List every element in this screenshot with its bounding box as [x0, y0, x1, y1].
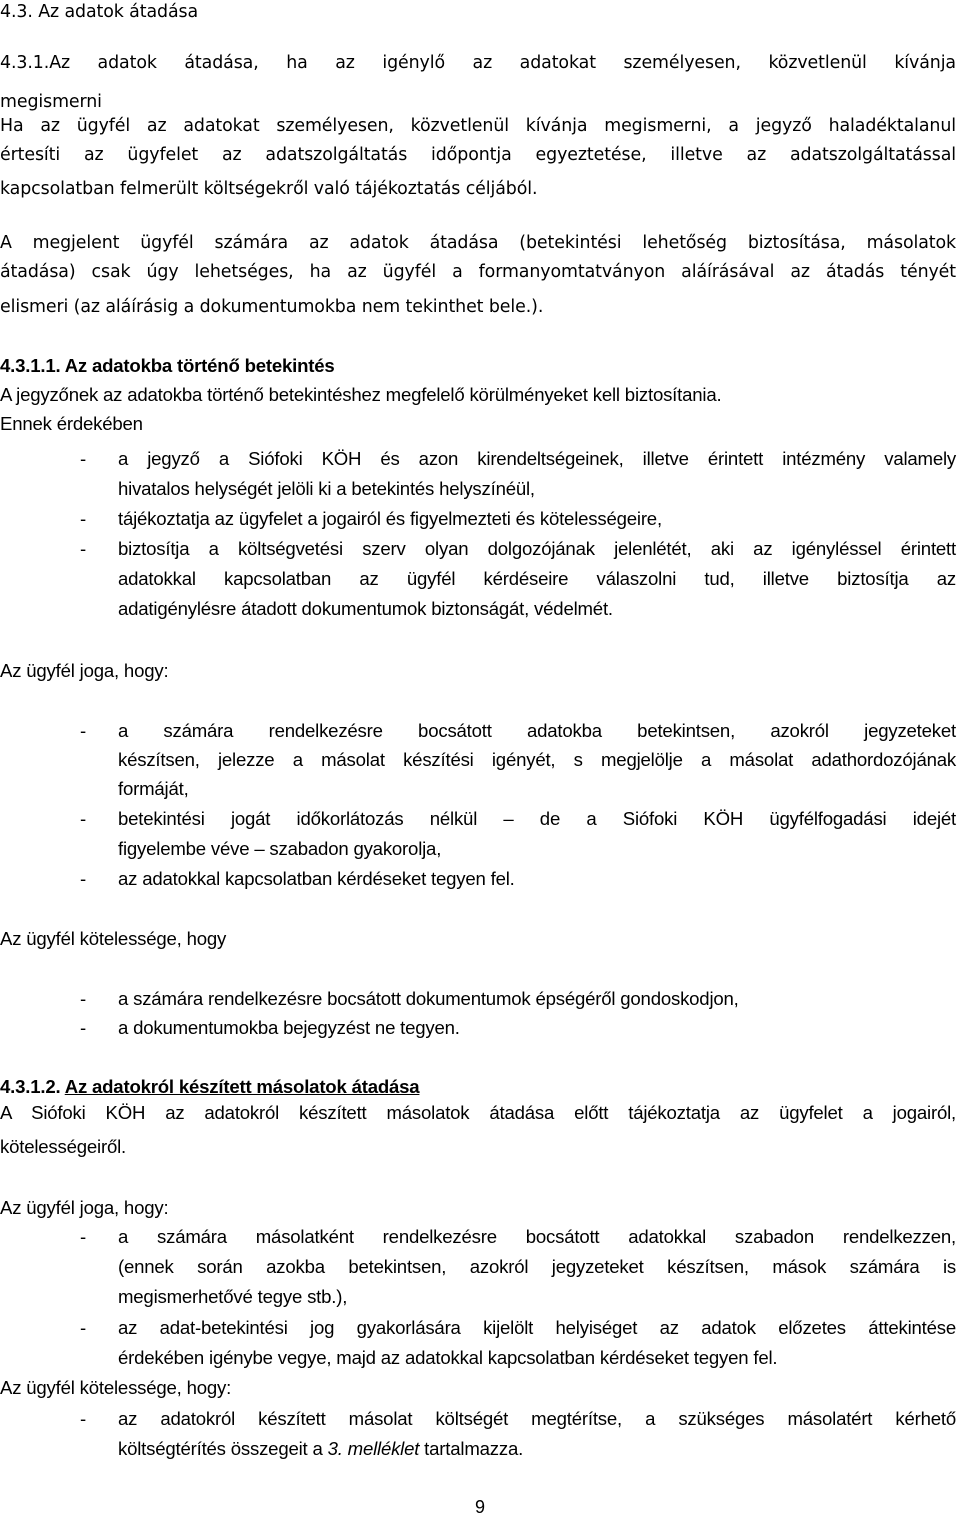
subsection-heading-4-3-1: 4.3.1.Az adatok átadása, ha az igénylő az adatokat személyesen, közvetlenül kívánja — [0, 53, 956, 73]
list-item: formáját, — [118, 778, 189, 799]
bullet-marker: - — [80, 1317, 86, 1338]
list-item: az adatokkal kapcsolatban kérdéseket tegyen fel. — [118, 868, 515, 889]
list-item: adatigénylésre átadott dokumentumok biztonságát, védelmét. — [118, 598, 613, 619]
list-item: hivatalos helységét jelöli ki a betekintés helyszínéül, — [118, 478, 535, 499]
list-item: figyelembe véve – szabadon gyakorolja, — [118, 838, 442, 859]
list-item: a számára rendelkezésre bocsátott adatokba betekintsen, azokról jegyzeteket — [118, 720, 956, 741]
list-item: biztosítja a költségvetési szerv olyan dolgozójának jelenlétét, aki az igényléssel érintett — [118, 538, 956, 559]
list-item: a jegyző a Siófoki KÖH és azon kirendeltségeinek, illetve érintett intézmény valamely — [118, 448, 956, 469]
paragraph-line: A Siófoki KÖH az adatokról készített másolatok átadása előtt tájékoztatja az ügyfelet a jogairól, — [0, 1102, 956, 1123]
bullet-marker: - — [80, 1017, 86, 1038]
paragraph-line: értesíti az ügyfelet az adatszolgáltatás időpontja egyeztetése, illetve az adatszolgáltatással — [0, 145, 956, 165]
paragraph-line: Ha az ügyfél az adatokat személyesen, közvetlenül kívánja megismerni, a jegyző haladéktalanul — [0, 116, 956, 136]
bullet-marker: - — [80, 448, 86, 469]
subsection-heading-4-3-1-cont: megismerni — [0, 92, 102, 112]
list-item: tájékoztatja az ügyfelet a jogairól és figyelmezteti és kötelességeire, — [118, 508, 662, 529]
bullet-marker: - — [80, 720, 86, 741]
paragraph-line: A jegyzőnek az adatokba történő betekintéshez megfelelő körülményeket kell biztosítania. — [0, 384, 722, 405]
bullet-marker: - — [80, 538, 86, 559]
rights-heading: Az ügyfél joga, hogy: — [0, 660, 169, 681]
list-item: a számára másolatként rendelkezésre bocsátott adatokkal szabadon rendelkezzen, — [118, 1226, 956, 1247]
list-item: az adatokról készített másolat költségét megtérítse, a szükséges másolatért kérhető — [118, 1408, 956, 1429]
list-item: a dokumentumokba bejegyzést ne tegyen. — [118, 1017, 460, 1038]
section-title: 4.3. Az adatok átadása — [0, 2, 199, 22]
paragraph-line: Ennek érdekében — [0, 413, 143, 434]
list-item: (ennek során azokba betekintsen, azokról jegyzeteket készítsen, mások számára is — [118, 1256, 956, 1277]
list-item: betekintési jogát időkorlátozás nélkül – de a Siófoki KÖH ügyfélfogadási idejét — [118, 808, 956, 829]
duties-heading: Az ügyfél kötelessége, hogy: — [0, 1377, 232, 1398]
bullet-marker: - — [80, 1226, 86, 1247]
bullet-marker: - — [80, 1408, 86, 1429]
paragraph-line: elismeri (az aláírásig a dokumentumokba nem tekinthet bele.). — [0, 297, 544, 317]
bullet-marker: - — [80, 808, 86, 829]
heading-4-3-1-1: 4.3.1.1. Az adatokba történő betekintés — [0, 355, 335, 376]
duties-heading: Az ügyfél kötelessége, hogy — [0, 928, 227, 949]
list-item: költségtérítés összegeit a 3. melléklet tartalmazza. — [118, 1438, 524, 1459]
bullet-marker: - — [80, 508, 86, 529]
list-item: a számára rendelkezésre bocsátott dokumentumok épségéről gondoskodjon, — [118, 988, 739, 1009]
list-item: készítsen, jelezze a másolat készítési igényét, s megjelölje a másolat adathordozójának — [118, 749, 956, 770]
rights-heading: Az ügyfél joga, hogy: — [0, 1197, 169, 1218]
list-item: az adat-betekintési jog gyakorlására kijelölt helyiséget az adatok előzetes áttekintése — [118, 1317, 956, 1338]
list-item: megismerhetővé tegye stb.), — [118, 1286, 348, 1307]
bullet-marker: - — [80, 988, 86, 1009]
list-item: adatokkal kapcsolatban az ügyfél kérdéseire válaszolni tud, illetve biztosítja az — [118, 568, 956, 589]
paragraph-line: átadása) csak úgy lehetséges, ha az ügyfél a formanyomtatványon aláírásával az átadás tényét — [0, 262, 956, 282]
page-number: 9 — [474, 1497, 485, 1517]
paragraph-line: kapcsolatban felmerült költségekről való tájékoztatás céljából. — [0, 179, 538, 199]
heading-4-3-1-2: 4.3.1.2. Az adatokról készített másolatok átadása — [0, 1076, 420, 1097]
paragraph-line: kötelességeiről. — [0, 1136, 126, 1157]
paragraph-line: A megjelent ügyfél számára az adatok átadása (betekintési lehetőség biztosítása, másolatok — [0, 233, 956, 253]
bullet-marker: - — [80, 868, 86, 889]
list-item: érdekében igénybe vegye, majd az adatokkal kapcsolatban kérdéseket tegyen fel. — [118, 1347, 778, 1368]
